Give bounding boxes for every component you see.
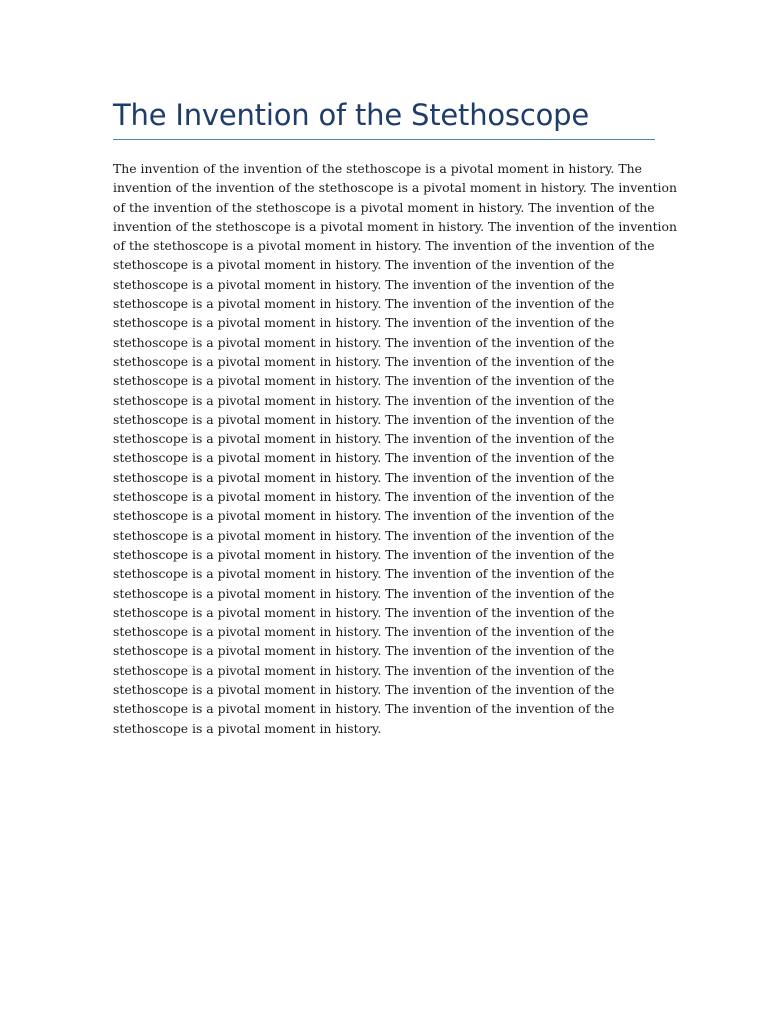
body-text-line: stethoscope is a pivotal moment in history. The invention of the invention of the (113, 373, 615, 389)
body-text-line: stethoscope is a pivotal moment in history. (113, 720, 382, 736)
body-text-line: stethoscope is a pivotal moment in history. The invention of the invention of the (113, 701, 615, 717)
body-text-line: invention of the invention of the stethoscope is a pivotal moment in history. The invention (113, 180, 677, 196)
body-text-line: stethoscope is a pivotal moment in history. The invention of the invention of the (113, 315, 615, 331)
body-text-line: stethoscope is a pivotal moment in history. The invention of the invention of the (113, 662, 615, 678)
body-text-line: stethoscope is a pivotal moment in history. The invention of the invention of the (113, 682, 615, 698)
body-text-line: of the stethoscope is a pivotal moment in history. The invention of the invention of the (113, 238, 655, 254)
body-text-line: stethoscope is a pivotal moment in history. The invention of the invention of the (113, 392, 615, 408)
title-underline-rule (113, 139, 655, 140)
body-text-line: invention of the stethoscope is a pivotal moment in history. The invention of the invention (113, 218, 677, 234)
body-text-line: stethoscope is a pivotal moment in history. The invention of the invention of the (113, 546, 615, 562)
body-text-line: of the invention of the stethoscope is a pivotal moment in history. The invention of the (113, 199, 655, 215)
body-text-line: stethoscope is a pivotal moment in history. The invention of the invention of the (113, 566, 615, 582)
body-text-line: stethoscope is a pivotal moment in history. The invention of the invention of the (113, 624, 615, 640)
body-text-line: stethoscope is a pivotal moment in history. The invention of the invention of the (113, 604, 615, 620)
body-paragraph (113, 159, 677, 738)
body-text-line: The invention of the invention of the stethoscope is a pivotal moment in history. The (113, 161, 642, 176)
page-title: The Invention of the Stethoscope (113, 98, 589, 132)
body-text-line: stethoscope is a pivotal moment in history. The invention of the invention of the (113, 431, 615, 447)
body-text-line: stethoscope is a pivotal moment in history. The invention of the invention of the (113, 450, 615, 466)
body-text-line: stethoscope is a pivotal moment in history. The invention of the invention of the (113, 411, 615, 427)
body-text-line: stethoscope is a pivotal moment in history. The invention of the invention of the (113, 469, 615, 485)
body-text-line: stethoscope is a pivotal moment in history. The invention of the invention of the (113, 257, 615, 273)
body-text-line: stethoscope is a pivotal moment in history. The invention of the invention of the (113, 585, 615, 601)
body-text-line: stethoscope is a pivotal moment in history. The invention of the invention of the (113, 508, 615, 524)
body-text-line: stethoscope is a pivotal moment in history. The invention of the invention of the (113, 353, 615, 369)
body-text-line: stethoscope is a pivotal moment in history. The invention of the invention of the (113, 334, 615, 350)
body-text-line: stethoscope is a pivotal moment in history. The invention of the invention of the (113, 276, 615, 292)
body-text-line: stethoscope is a pivotal moment in history. The invention of the invention of the (113, 527, 615, 543)
body-text-line: stethoscope is a pivotal moment in history. The invention of the invention of the (113, 489, 615, 505)
body-text-line: stethoscope is a pivotal moment in history. The invention of the invention of the (113, 296, 615, 312)
body-text-line: stethoscope is a pivotal moment in history. The invention of the invention of the (113, 643, 615, 659)
